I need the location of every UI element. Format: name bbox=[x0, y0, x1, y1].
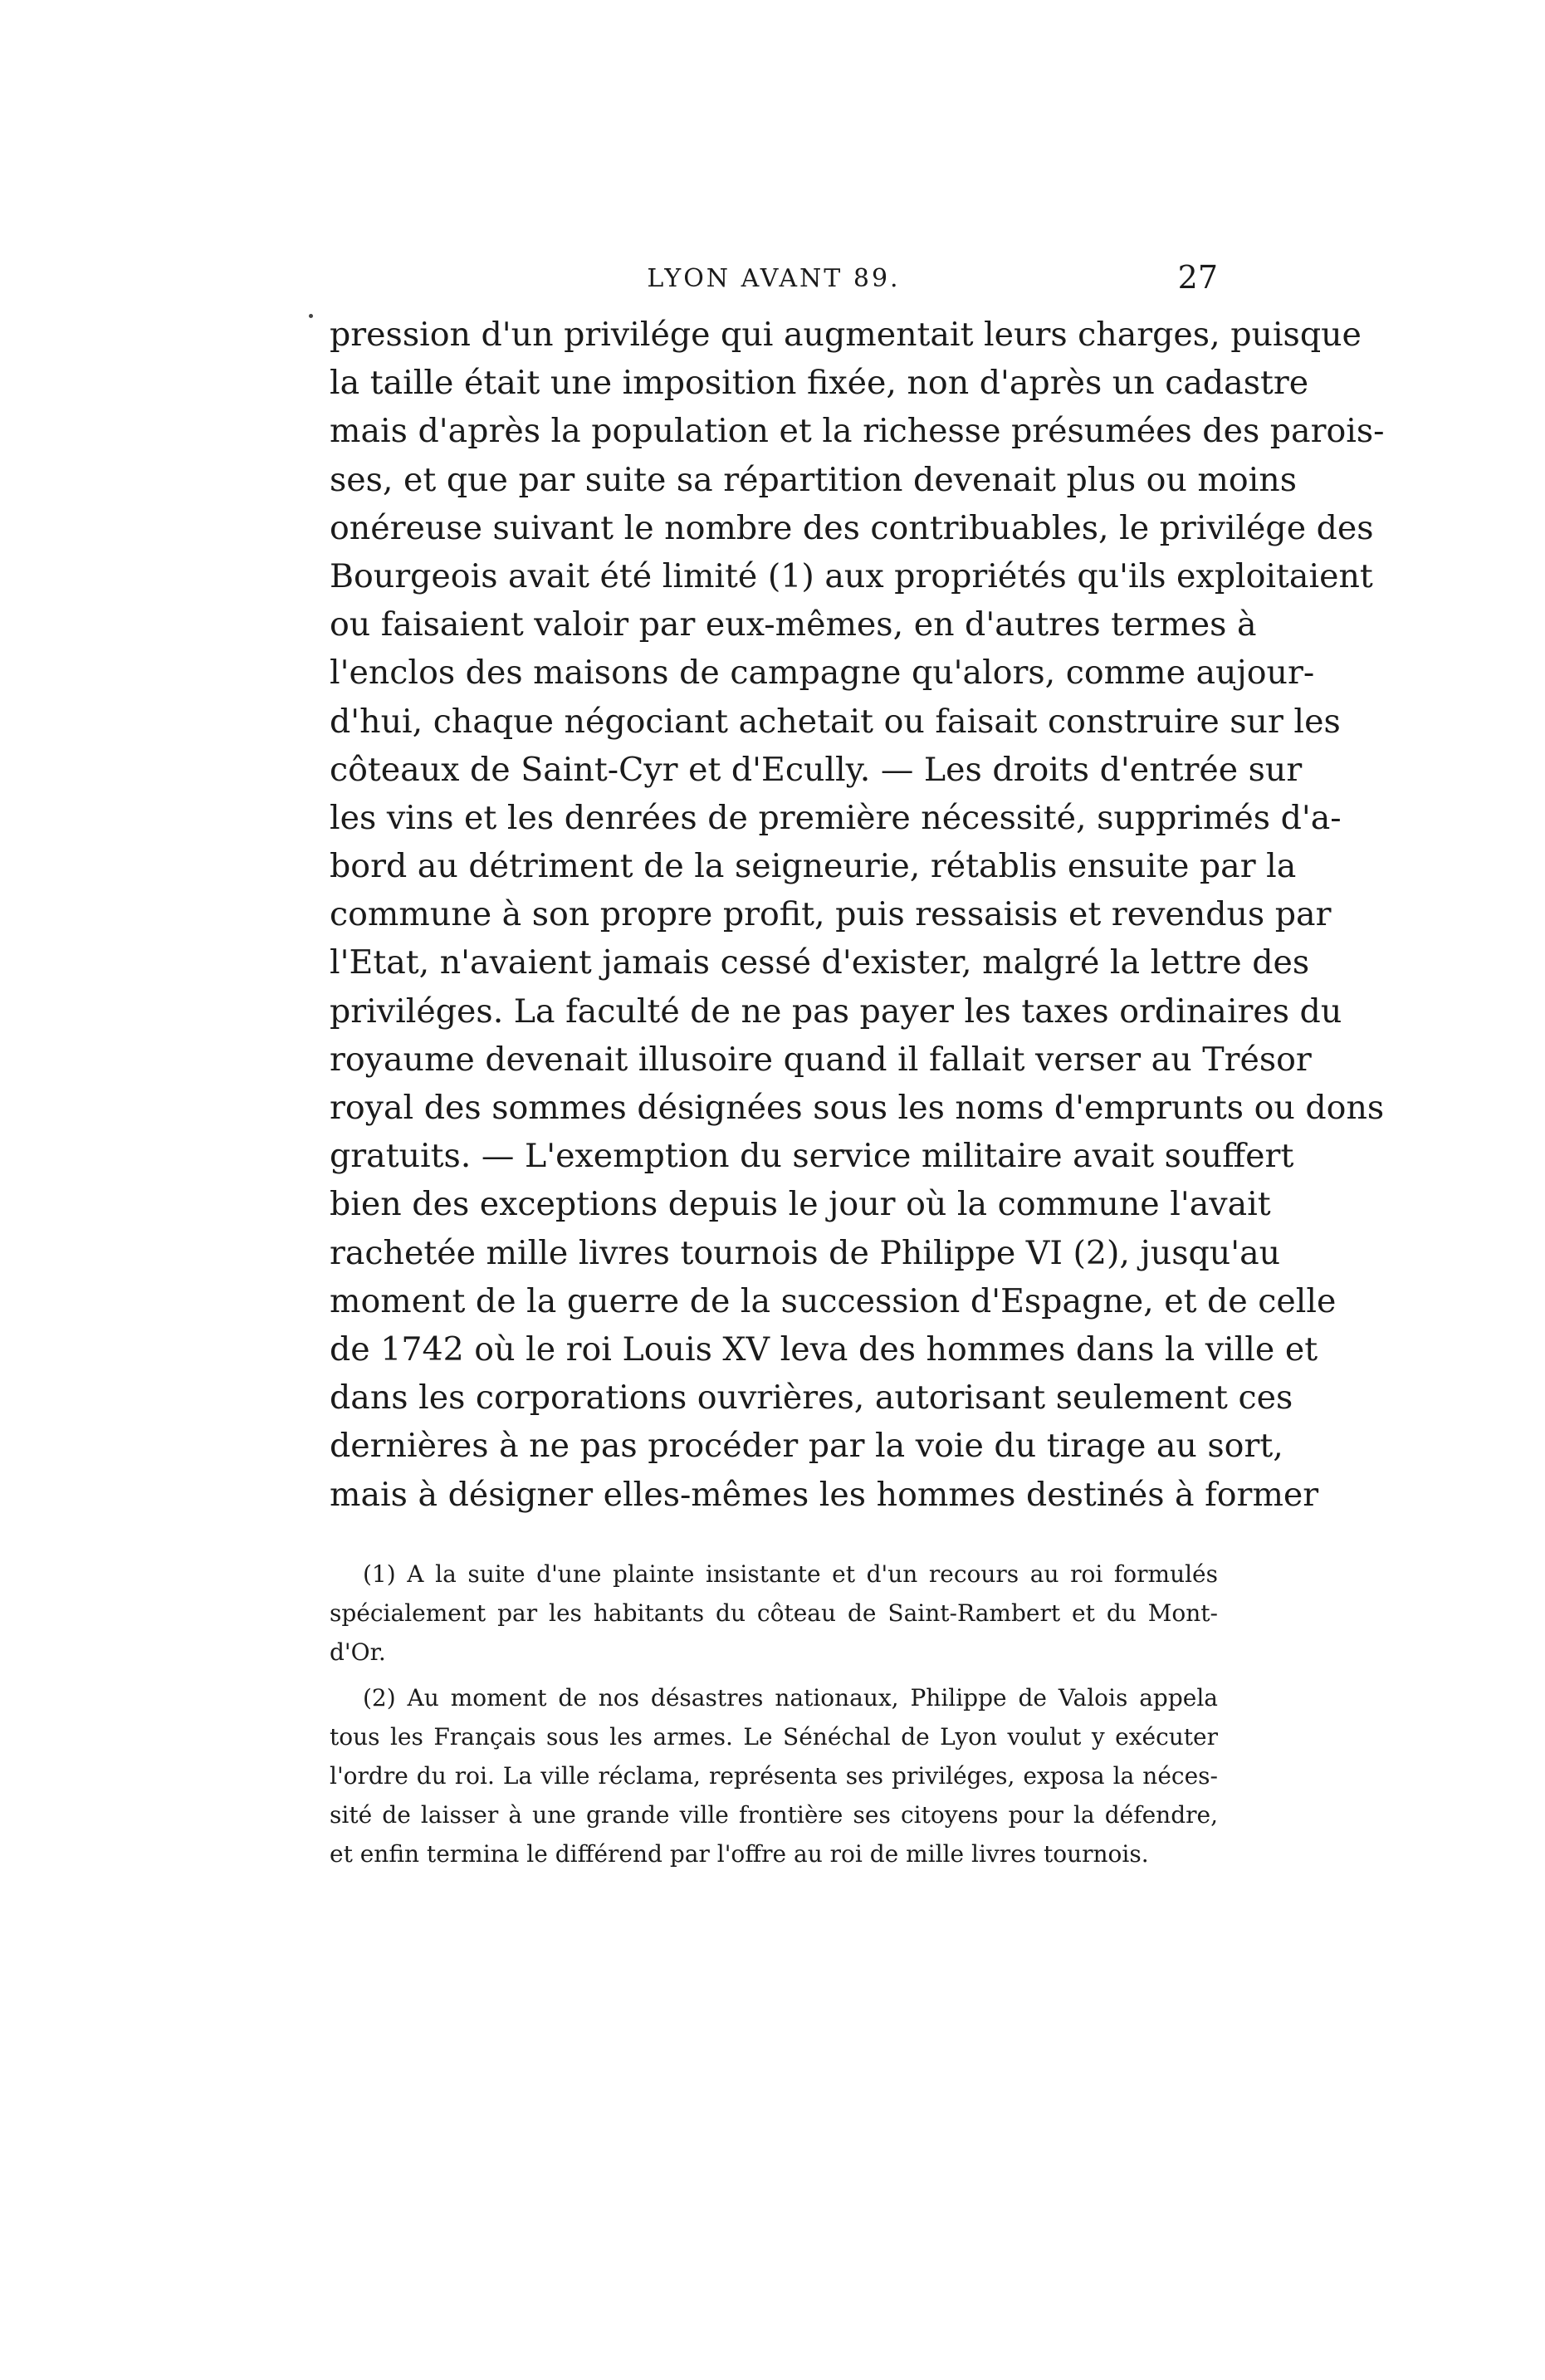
text-line: moment de la guerre de la succession d'Espagne, et de celle bbox=[330, 1281, 1337, 1320]
footnote-line: d'Or. bbox=[330, 1638, 386, 1666]
text-line: priviléges. La faculté de ne pas payer les taxes ordinaires du bbox=[330, 992, 1342, 1031]
page-number: 27 bbox=[1177, 259, 1218, 296]
text-line: rachetée mille livres tournois de Philippe VI (2), jusqu'au bbox=[330, 1233, 1281, 1272]
text-line: l'enclos des maisons de campagne qu'alors, comme aujour- bbox=[330, 654, 1315, 693]
running-title: LYON AVANT 89. bbox=[647, 264, 901, 293]
footnote-1 bbox=[330, 1555, 1218, 1672]
text-line: la taille était une imposition fixée, non d'après un cadastre bbox=[330, 364, 1309, 403]
text-line: mais d'après la population et la richesse présumées des parois- bbox=[330, 412, 1385, 451]
footnote-line: spécialement par les habitants du côteau de Saint-Rambert et du Mont- bbox=[330, 1599, 1218, 1627]
text-line: les vins et les denrées de première nécessité, supprimés d'a- bbox=[330, 798, 1342, 837]
text-line: pression d'un privilége qui augmentait leurs charges, puisque bbox=[330, 316, 1362, 354]
page-header bbox=[330, 259, 1218, 309]
footnote-line: sité de laisser à une grande ville frontière ses citoyens pour la défendre, bbox=[330, 1801, 1218, 1829]
text-line: royal des sommes désignées sous les noms d'emprunts ou dons bbox=[330, 1089, 1385, 1127]
text-line: bien des exceptions depuis le jour où la commune l'avait bbox=[330, 1185, 1271, 1224]
footnote-line: tous les Français sous les armes. Le Sénéchal de Lyon voulut y exécuter bbox=[330, 1723, 1218, 1751]
text-line: onéreuse suivant le nombre des contribuables, le privilége des bbox=[330, 508, 1374, 547]
footnote-line: (2) Au moment de nos désastres nationaux, Philippe de Valois appela bbox=[363, 1684, 1218, 1712]
text-line: d'hui, chaque négociant achetait ou faisait construire sur les bbox=[330, 702, 1341, 741]
text-line: dans les corporations ouvrières, autorisant seulement ces bbox=[330, 1379, 1293, 1418]
text-line: dernières à ne pas procéder par la voie du tirage au sort, bbox=[330, 1427, 1283, 1466]
footnote-2 bbox=[330, 1678, 1218, 1873]
footnotes bbox=[330, 1555, 1218, 1873]
footnote-line: (1) A la suite d'une plainte insistante et d'un recours au roi formulés bbox=[363, 1560, 1218, 1588]
text-line: mais à désigner elles-mêmes les hommes destinés à former bbox=[330, 1475, 1319, 1514]
main-text bbox=[330, 311, 1385, 1519]
print-speck bbox=[309, 314, 313, 318]
text-line: gratuits. — L'exemption du service militaire avait souffert bbox=[330, 1137, 1294, 1176]
text-line: royaume devenait illusoire quand il fallait verser au Trésor bbox=[330, 1040, 1312, 1079]
text-line: l'Etat, n'avaient jamais cessé d'exister, malgré la lettre des bbox=[330, 943, 1310, 982]
text-line: commune à son propre profit, puis ressaisis et revendus par bbox=[330, 895, 1332, 934]
text-line: ou faisaient valoir par eux-mêmes, en d'autres termes à bbox=[330, 605, 1257, 644]
text-line: ses, et que par suite sa répartition devenait plus ou moins bbox=[330, 460, 1297, 499]
text-line: Bourgeois avait été limité (1) aux propriétés qu'ils exploitaient bbox=[330, 556, 1373, 595]
footnote-line: et enfin termina le différend par l'offre au roi de mille livres tournois. bbox=[330, 1840, 1149, 1868]
text-line: bord au détriment de la seigneurie, rétablis ensuite par la bbox=[330, 847, 1297, 886]
text-line: de 1742 où le roi Louis XV leva des hommes dans la ville et bbox=[330, 1330, 1318, 1369]
text-line: côteaux de Saint-Cyr et d'Ecully. — Les droits d'entrée sur bbox=[330, 750, 1303, 789]
footnote-line: l'ordre du roi. La ville réclama, représenta ses priviléges, exposa la néces- bbox=[330, 1762, 1218, 1790]
